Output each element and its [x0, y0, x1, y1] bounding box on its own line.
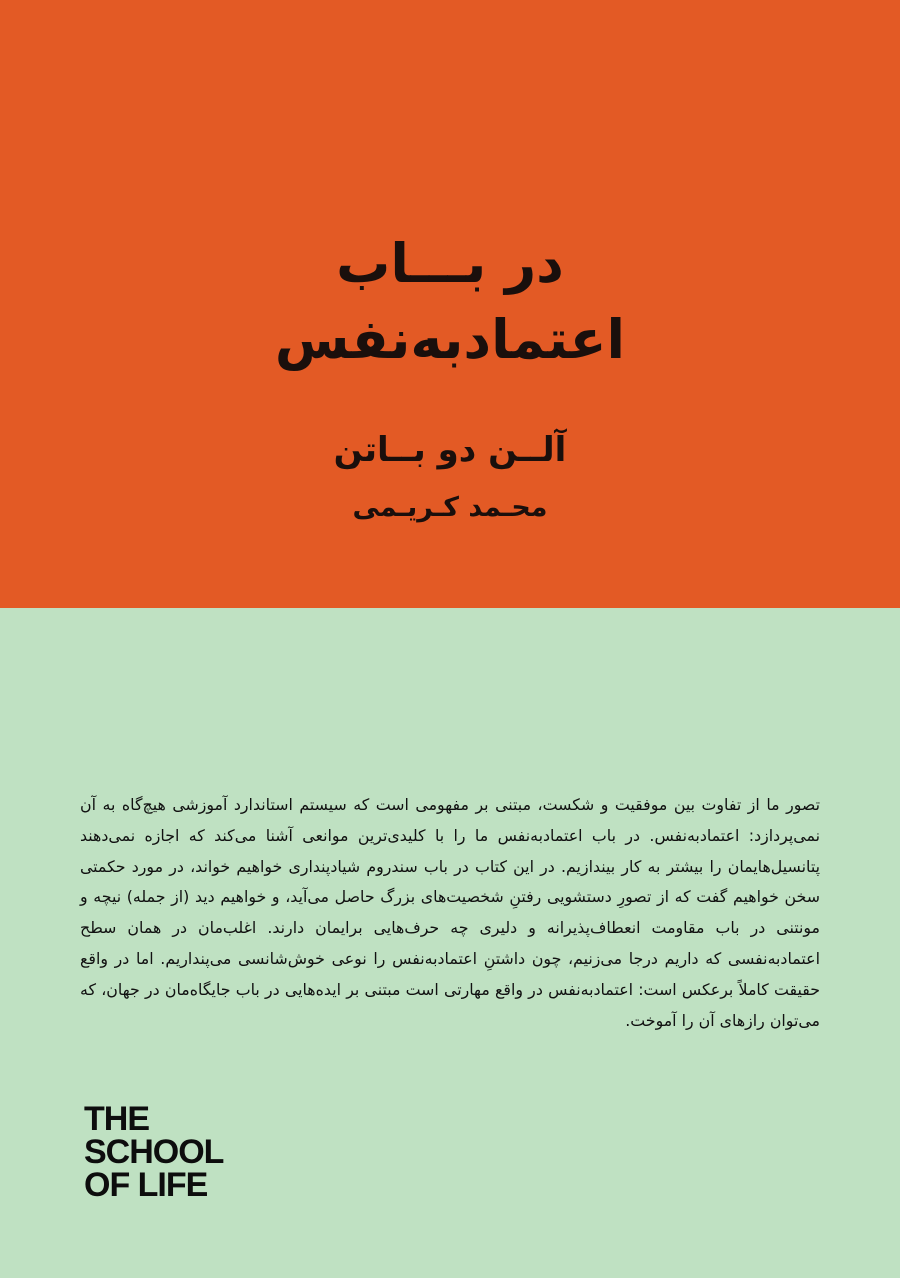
author-name: آلــن دو بــاتن: [333, 430, 567, 470]
logo-line-1: THE: [84, 1100, 149, 1138]
cover-top-panel: [0, 0, 900, 608]
logo-line-3: OF LIFE: [84, 1166, 208, 1204]
translator-name: محـمد کـریـمی: [352, 492, 548, 523]
book-title-line-2: اعتمادبه‌نفس: [274, 308, 626, 371]
book-title-line-1: در بـــاب: [336, 232, 564, 295]
logo-line-2: SCHOOL: [84, 1133, 224, 1171]
school-of-life-logo: [84, 1100, 224, 1204]
back-blurb-text: تصور ما از تفاوت بین موفقیت و شکست، مبتنی بر مفهومی است که سیستم استاندارد آموزشی هیچ‌گاه به آن نمی‌پردازد: اعتمادبه‌نفس. در باب اعتمادبه‌نفس ما را با کلیدی‌ترین موانعی آشنا می‌کند که اجازه نمی‌دهند پتانسیل‌هایمان را بیشتر به کار بیندازیم. در این کتاب در باب سندروم شیادپنداری خواهیم خواند، در مورد حکمتی سخن خواهیم گفت که از تصورِ دستشویی رفتنِ شخصیت‌های بزرگ حاصل می‌آید، و خواهیم دید (از جمله) نیچه و مونتنی در باب مقاومت انعطاف‌پذیرانه و دلیری چه حرف‌هایی برایمان دارند. اغلب‌مان در همان سطح اعتمادبه‌نفسی که داریم درجا می‌زنیم، چون داشتنِ اعتمادبه‌نفس را نوعی خوش‌شانسی می‌پنداریم. اما در واقع حقیقت کاملاً برعکس است: اعتمادبه‌نفس در واقع مهارتی است مبتنی بر ایده‌هایی در باب جایگاه‌مان در جهان، که می‌توان رازهای آن را آموخت.: [80, 795, 820, 1030]
